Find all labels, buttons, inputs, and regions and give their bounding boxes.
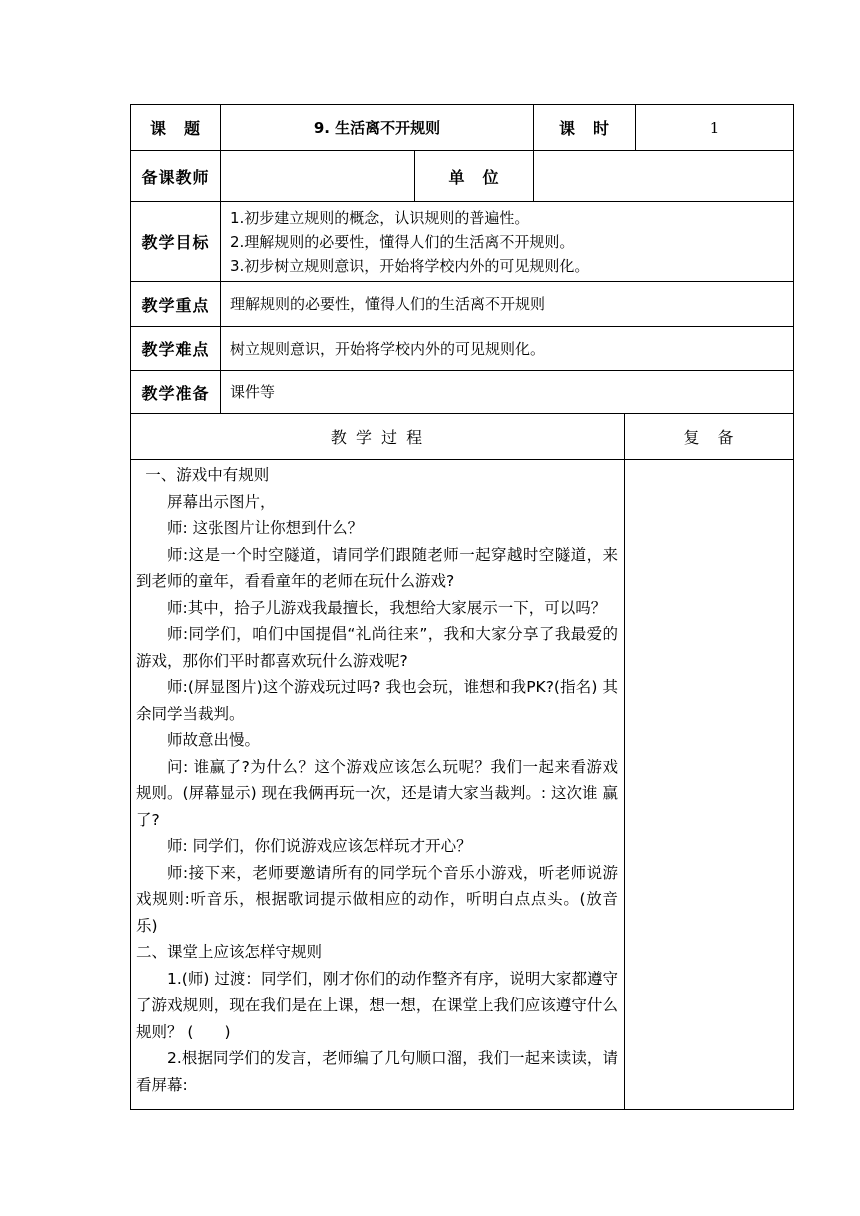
process-paragraph: 师:(屏显图片)这个游戏玩过吗? 我也会玩，谁想和我PK?(指名) 其余同学当裁判。 <box>136 678 618 723</box>
preparation-label: 教学准备 <box>141 383 210 403</box>
unit-label: 单 位 <box>448 167 500 187</box>
teacher-value <box>221 151 414 201</box>
goals-list <box>221 206 793 281</box>
process-paragraph: 屏幕出示图片， <box>167 492 276 511</box>
process-paragraph: 师:接下来，老师要邀请所有的同学玩个音乐小游戏，听老师说游戏规则:听音乐，根据歌词提示做相应的动作，听明白点点头。(放音乐) <box>136 863 618 935</box>
process-paragraph: 师: 这张图片让你想到什么？ <box>167 519 364 537</box>
difficulty-label: 教学难点 <box>141 340 210 359</box>
key-point-value: 理解规则的必要性，懂得人们的生活离不开规则 <box>230 295 546 313</box>
section-heading: 二、课堂上应该怎样守规则 <box>136 943 323 961</box>
teacher-label: 备课教师 <box>141 167 210 187</box>
notes-column <box>625 460 793 1109</box>
process-paragraph: 师:其中，拾子儿游戏我最擅长，我想给大家展示一下，可以吗？ <box>167 598 607 617</box>
process-paragraph: 师:这是一个时空隧道，请同学们跟随老师一起穿越时空隧道，来到老师的童年，看看童年的老师在玩什么游戏? <box>136 545 618 590</box>
unit-value <box>534 151 793 201</box>
process-paragraph: 师故意出慢。 <box>167 731 261 749</box>
process-paragraph: 师: 同学们，你们说游戏应该怎样玩才开心？ <box>167 837 472 855</box>
period-label: 课 时 <box>558 119 610 138</box>
goal-item: 1.初步建立规则的概念，认识规则的普遍性。 <box>230 209 530 227</box>
section-heading: 一、游戏中有规则 <box>145 466 270 484</box>
key-point-label: 教学重点 <box>141 295 210 315</box>
goal-item: 3.初步树立规则意识，开始将学校内外的可见规则化。 <box>230 257 590 275</box>
table-border-bottom <box>130 1109 794 1110</box>
process-paragraph: 2.根据同学们的发言，老师编了几句顺口溜，我们一起来读读，请看屏幕: <box>136 1049 618 1094</box>
table-rule <box>130 201 794 202</box>
process-paragraph: 师:同学们，咱们中国提倡“礼尚往来”，我和大家分享了我最爱的游戏，那你们平时都喜欢玩什么游戏呢? <box>136 625 618 670</box>
topic-label: 课 题 <box>149 119 201 138</box>
process-paragraph: 1.(师) 过渡：同学们，刚才你们的动作整齐有序，说明大家都遵守了游戏规则，现在我们是在上课，想一想，在课堂上我们应该遵守什么规则？ ( ) <box>136 969 618 1041</box>
period-value: 1 <box>709 118 720 137</box>
process-body <box>136 462 618 1098</box>
process-paragraph: 问: 谁赢了?为什么？这个游戏应该怎么玩呢？我们一起来看游戏规则。(屏幕显示) 现在我俩再玩一次，还是请大家当裁判。: 这次谁 赢了? <box>136 757 618 829</box>
process-header: 教 学 过 程 <box>330 428 425 447</box>
goal-item: 2.理解规则的必要性，懂得人们的生活离不开规则。 <box>230 233 575 251</box>
difficulty-value: 树立规则意识，开始将学校内外的可见规则化。 <box>230 339 546 358</box>
table-border-right <box>793 104 794 1110</box>
goals-label: 教学目标 <box>141 233 210 252</box>
preparation-value: 课件等 <box>230 383 276 401</box>
notes-header: 复 备 <box>683 428 735 447</box>
topic-value: 9. 生活离不开规则 <box>313 119 441 137</box>
